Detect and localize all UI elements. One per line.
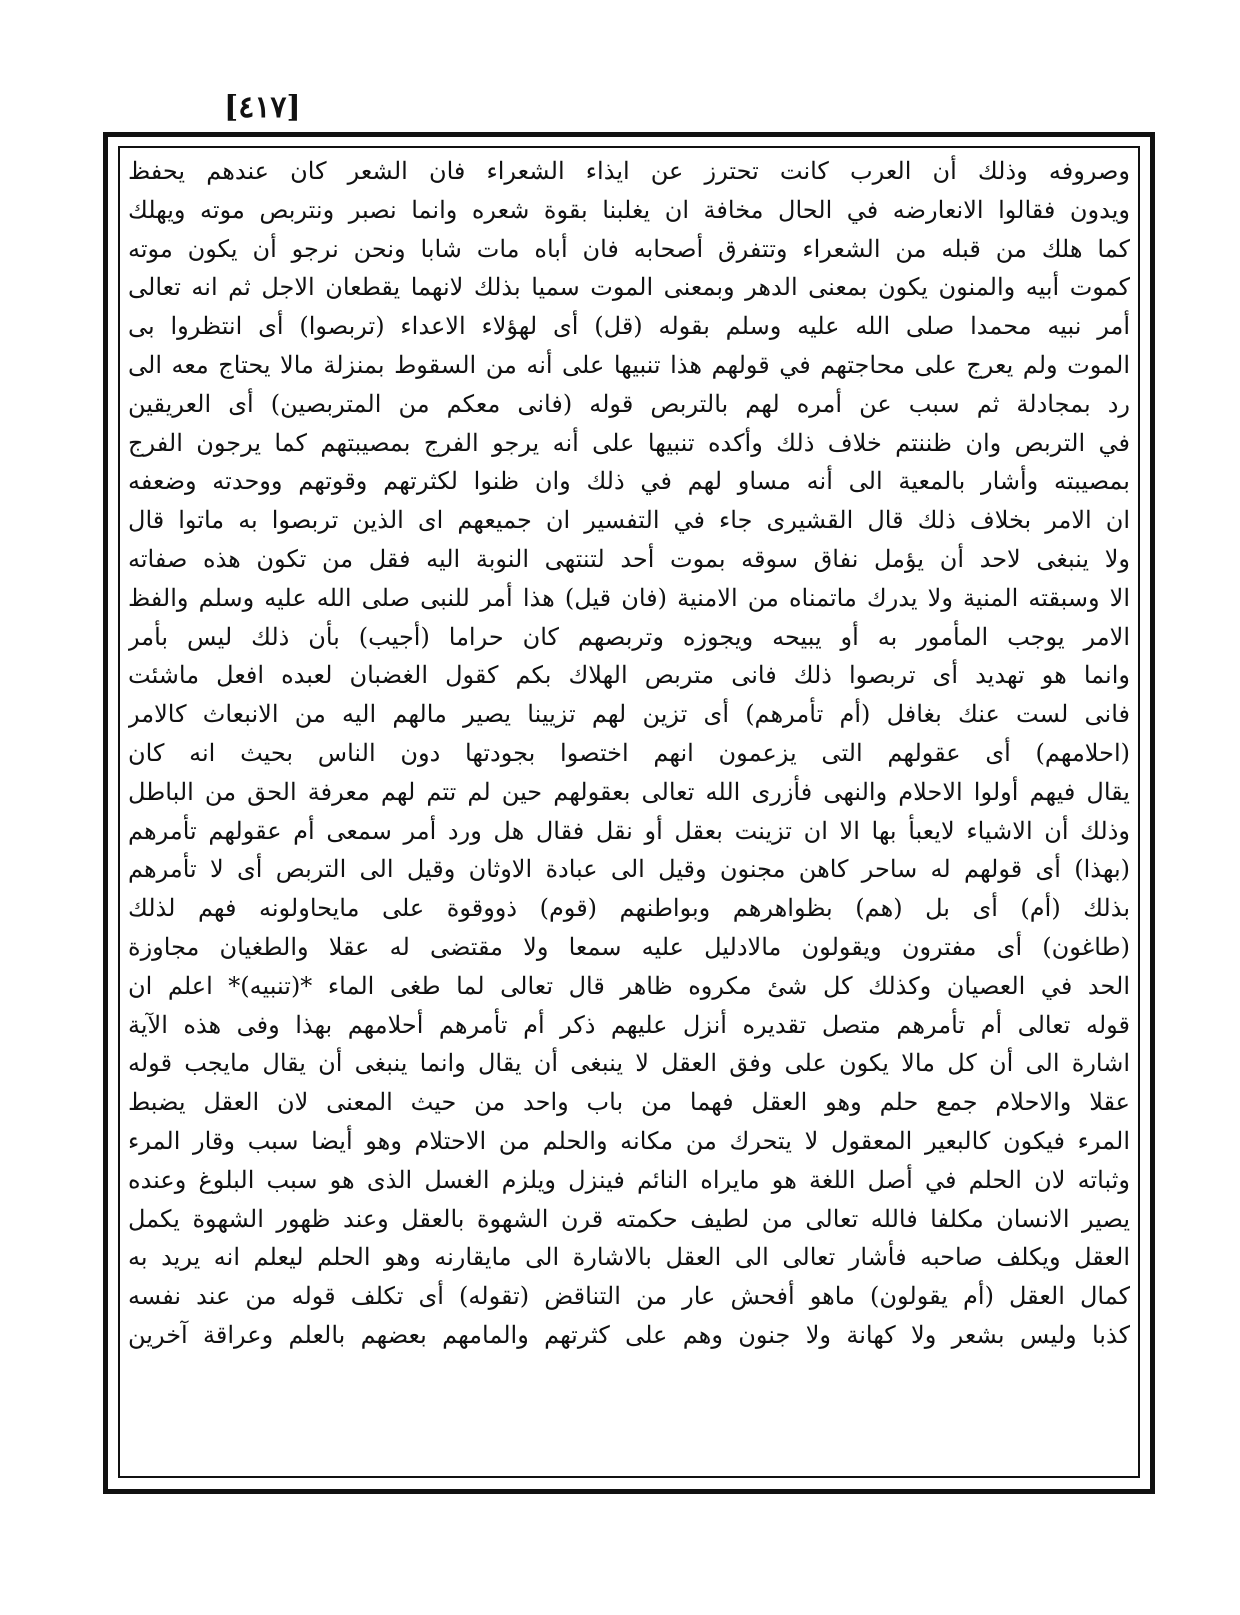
text-line: وانما هو تهديد أى تربصوا ذلك فانى متربص الهلاك بكم كقول الغضبان لعبده افعل ماشئت	[128, 661, 1130, 690]
text-line: في التربص وان ظننتم خلاف ذلك وأكده تنبيها على أنه يرجو الفرج بمصيبتهم كما يرجون الفرج	[128, 428, 1130, 457]
text-line: يقال فيهم أولوا الاحلام والنهى فأزرى الله تعالى بعقولهم حين لم تتم لهم معرفة الحق من الباطل	[128, 777, 1130, 806]
text-line: رد بمجادلة ثم سبب عن أمره لهم بالتربص قوله (فانى معكم من المتربصين) أى العريقين	[128, 389, 1130, 418]
text-line: الا وسبقته المنية ولا يدرك ماتمناه من الامنية (فان قيل) هذا أمر للنبى صلى الله عليه وسلم والفظ	[128, 583, 1130, 612]
text-line: قوله تعالى أم تأمرهم متصل تقديره أنزل عليهم ذكر أم تأمرهم أحلامهم بهذا وفى هذه الآية	[128, 1010, 1130, 1039]
page-number: [٤١٧]	[224, 90, 301, 125]
text-line: كما هلك من قبله من الشعراء وتتفرق أصحابه فان أباه مات شابا ونحن نرجو أن يكون موته	[128, 234, 1130, 263]
text-line: ان الامر بخلاف ذلك قال القشيرى جاء في التفسير ان جميعهم اى الذين تربصوا به ماتوا قال	[128, 506, 1130, 535]
text-line: الحد في العصيان وكذلك كل شئ مكروه ظاهر قال تعالى لما طغى الماء *(تنبيه)* اعلم ان	[128, 971, 1130, 1000]
text-line: اشارة الى أن كل مالا يكون على وفق العقل لا ينبغى أن يقال وانما ينبغى أن يقال مايجب قوله	[128, 1049, 1130, 1078]
text-line: يصير الانسان مكلفا فالله تعالى من لطيف حكمته قرن الشهوة بالعقل وعند ظهور الشهوة يكمل	[128, 1204, 1130, 1233]
body-text	[128, 152, 1130, 1472]
text-line: ولا ينبغى لاحد أن يؤمل نفاق سوقه بموت أحد لتنتهى النوبة اليه فقل من تكون هذه صفاته	[128, 544, 1130, 573]
text-line: عقلا والاحلام جمع حلم وهو العقل فهما من باب واحد من حيث المعنى لان العقل يضبط	[128, 1088, 1130, 1117]
text-line: الموت ولم يعرج على محاجتهم في قولهم هذا تنبيها على أنه من السقوط بمنزلة مالا يحتاج معه الى	[128, 350, 1130, 379]
text-line: كموت أبيه والمنون يكون بمعنى الدهر وبمعنى الموت سميا بذلك لانهما يقطعان الاجل ثم انه تعالى	[128, 273, 1130, 302]
text-line: (طاغون) أى مفترون ويقولون مالادليل عليه سمعا ولا مقتضى له عقلا والطغيان مجاوزة	[128, 932, 1130, 961]
text-line: ويدون فقالوا الانعارضه في الحال مخافة ان يغلبنا بقوة شعره وانما نصبر ونتربص موته ويهلك	[128, 195, 1130, 224]
text-line: الامر يوجب المأمور به أو يبيحه ويجوزه وتربصهم كان حراما (أجيب) بأن ذلك ليس بأمر	[128, 622, 1130, 651]
text-line: فانى لست عنك بغافل (أم تأمرهم) أى تزين لهم تزيينا يصير مالهم اليه من الانبعاث كالامر	[128, 700, 1130, 729]
text-line: كذبا وليس بشعر ولا كهانة ولا جنون وهم على كثرتهم والمامهم بعضهم بالعلم وعراقة آخرين	[128, 1320, 1130, 1349]
text-line: العقل ويكلف صاحبه فأشار تعالى الى العقل بالاشارة الى مايقارنه وهو الحلم ليعلم انه يريد به	[128, 1243, 1130, 1272]
text-line: كمال العقل (أم يقولون) ماهو أفحش عار من التناقض (تقوله) أى تكلف قوله من عند نفسه	[128, 1282, 1130, 1311]
text-line: (احلامهم) أى عقولهم التى يزعمون انهم اختصوا بجودتها دون الناس بحيث انه كان	[128, 738, 1130, 767]
text-line: وثباته لان الحلم في أصل اللغة هو مايراه النائم فينزل ويلزم الغسل الذى هو سبب البلوغ وعنده	[128, 1165, 1130, 1194]
text-line: بذلك (أم) أى بل (هم) بظواهرهم وبواطنهم (قوم) ذووقوة على مايحاولونه فهم لذلك	[128, 894, 1130, 923]
text-line: المرء فيكون كالبعير المعقول لا يتحرك من مكانه والحلم من الاحتلام وهو أيضا سبب وقار المرء	[128, 1126, 1130, 1155]
text-line: وصروفه وذلك أن العرب كانت تحترز عن ايذاء الشعراء فان الشعر كان عندهم يحفظ	[128, 157, 1130, 185]
text-line: بمصيبته وأشار بالمعية الى أنه مساو لهم في ذلك وان ظنوا لكثرتهم وقوتهم ووحدته وضعفه	[128, 467, 1130, 496]
text-line: أمر نبيه محمدا صلى الله عليه وسلم بقوله (قل) أى لهؤلاء الاعداء (تربصوا) أى انتظروا بى	[128, 312, 1130, 341]
text-line: (بهذا) أى قولهم له ساحر كاهن مجنون وقيل الى عبادة الاوثان وقيل الى التربص أى لا تأمرهم	[128, 855, 1130, 884]
text-line: وذلك أن الاشياء لايعبأ بها الا ان تزينت بعقل أو نقل فقال هل ورد أمر سمعى أم عقولهم تأمرهم	[128, 816, 1130, 845]
